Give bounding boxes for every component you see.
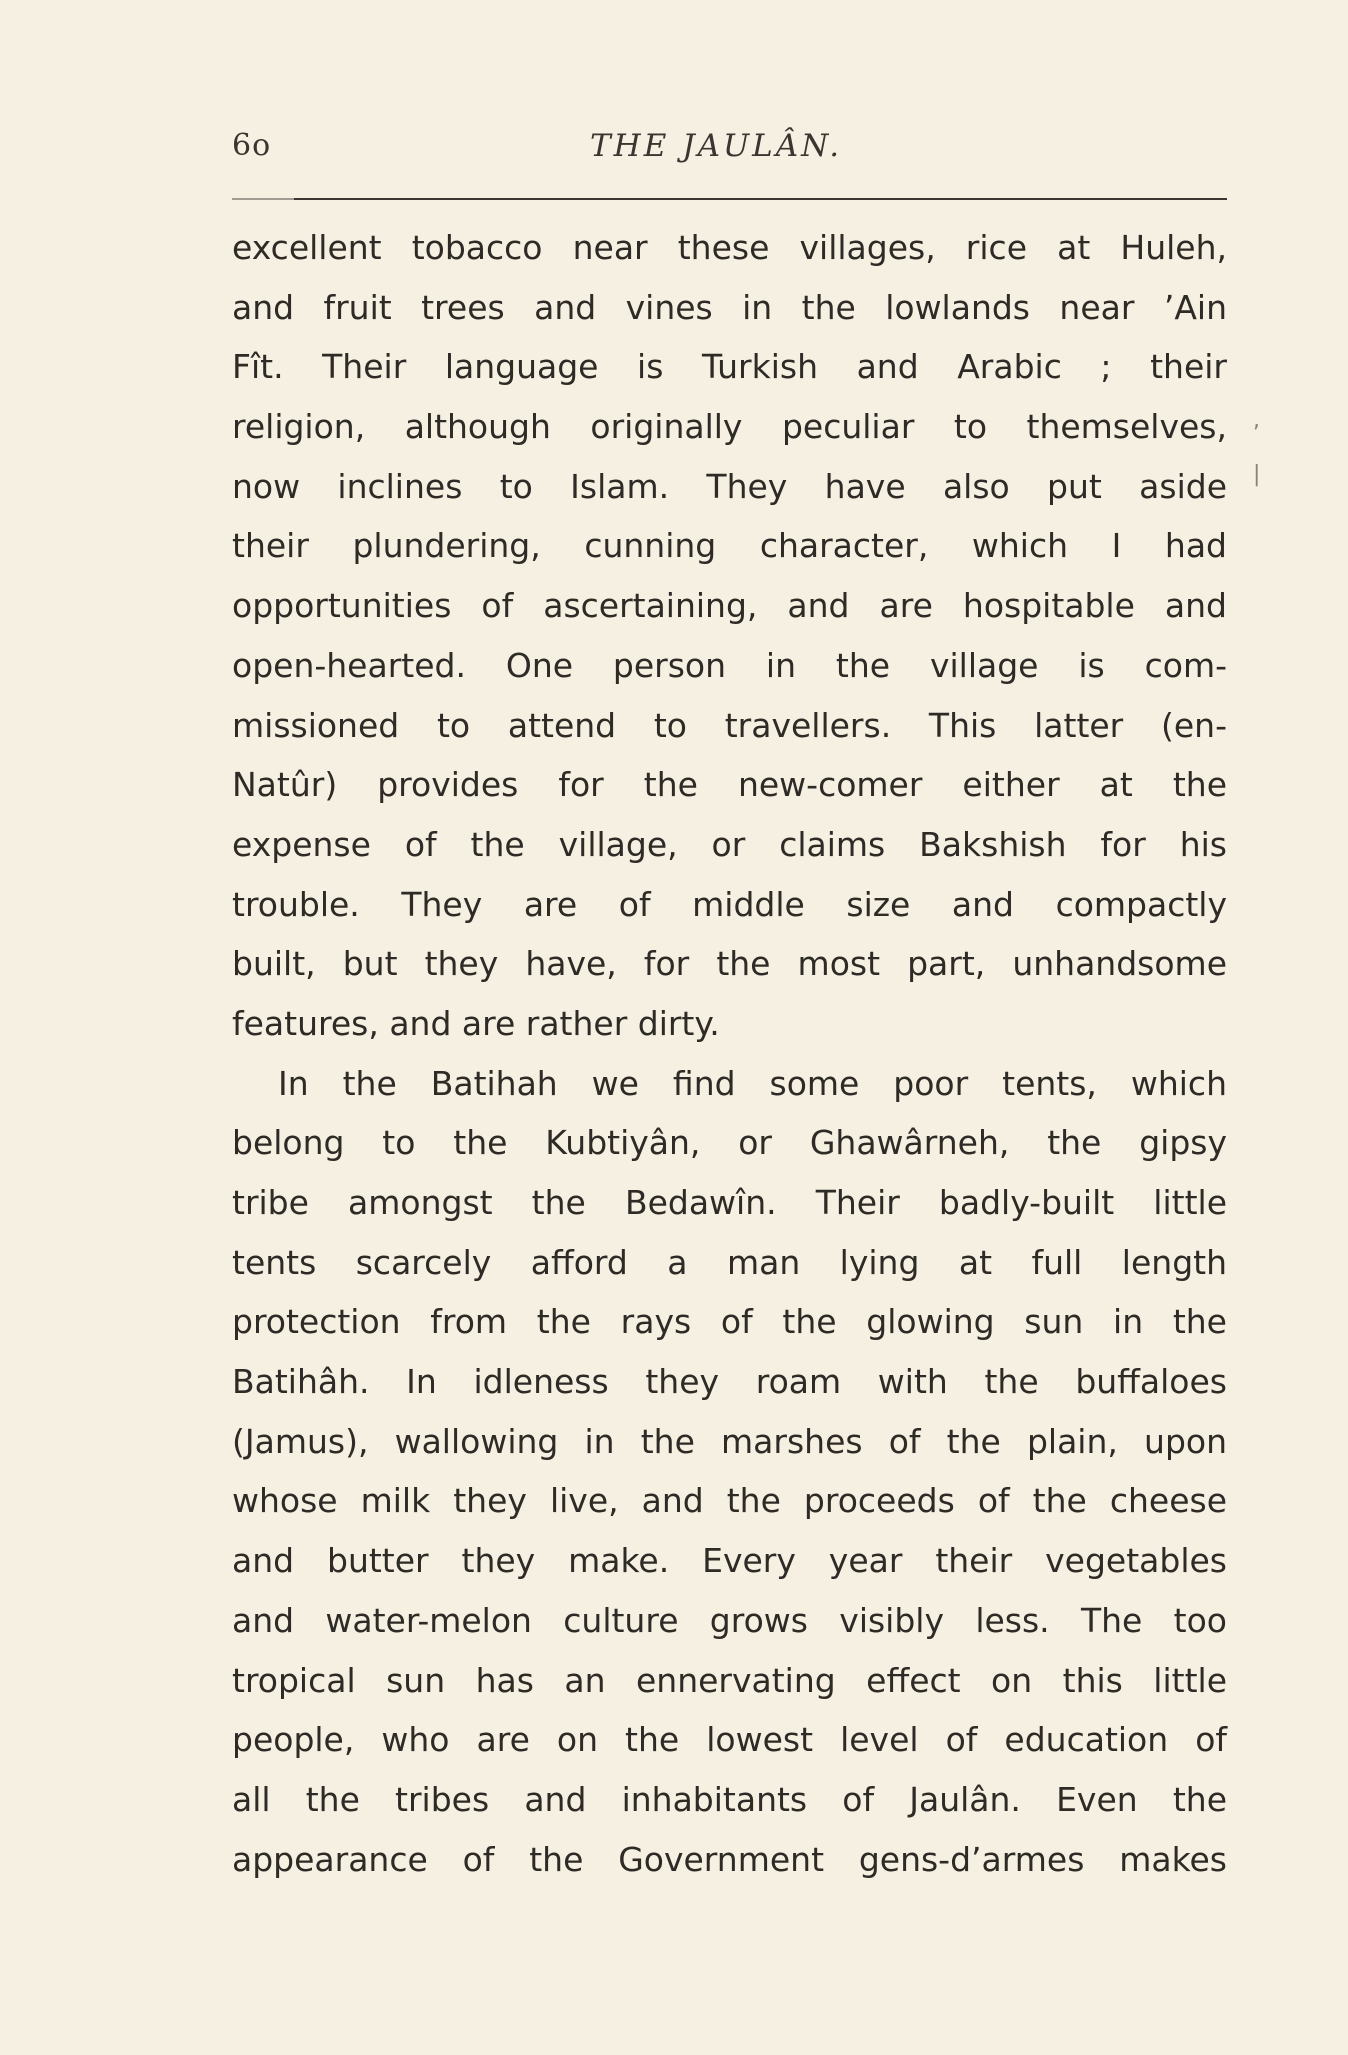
margin-mark: , <box>1253 408 1260 433</box>
text-line: tribe amongst the Bedawîn. Their badly-built little <box>232 1183 1227 1222</box>
text-line: all the tribes and inhabitants of Jaulân. Even the <box>232 1779 1227 1819</box>
header-rule <box>232 198 1227 200</box>
text-line: missioned to attend to travellers. This latter (en- <box>232 705 1227 745</box>
text-line: In the Batihah we find some poor tents, which <box>278 1063 1227 1103</box>
text-line: excellent tobacco near these villages, rice at Huleh, <box>232 228 1227 267</box>
margin-mark: | <box>1253 462 1261 487</box>
text-line: expense of the village, or claims Bakshish for his <box>232 824 1227 864</box>
text-line: tropical sun has an ennervating effect on this little <box>232 1660 1227 1700</box>
page-number: 6o <box>232 128 272 163</box>
text-line: tents scarcely afford a man lying at full length <box>232 1242 1227 1282</box>
text-line: Natûr) provides for the new-comer either at the <box>232 765 1227 805</box>
text-line: religion, although originally peculiar to themselves, <box>232 407 1227 447</box>
text-line: Batihâh. In idleness they roam with the buffaloes <box>232 1362 1227 1402</box>
text-line: features, and are rather dirty. <box>232 1003 720 1043</box>
text-line: protection from the rays of the glowing sun in the <box>232 1302 1227 1342</box>
text-line: appearance of the Government gens-d’armes makes <box>232 1839 1227 1879</box>
text-line: now inclines to Islam. They have also put aside <box>232 466 1227 506</box>
page-header <box>232 128 1227 178</box>
text-line: and water-melon culture grows visibly less. The too <box>232 1600 1227 1640</box>
text-line: trouble. They are of middle size and compactly <box>232 884 1227 924</box>
header-rule-fade <box>232 198 294 200</box>
running-title: THE JAULÂN. <box>590 128 843 164</box>
body-text <box>232 218 1227 1889</box>
text-line: people, who are on the lowest level of education of <box>232 1720 1227 1760</box>
text-line: opportunities of ascertaining, and are hospitable and <box>232 586 1227 626</box>
text-line: whose milk they live, and the proceeds of the cheese <box>232 1481 1227 1521</box>
text-line: and fruit trees and vines in the lowlands near ’Ain <box>232 287 1227 327</box>
text-line: and butter they make. Every year their vegetables <box>232 1541 1227 1581</box>
text-line: built, but they have, for the most part, unhandsome <box>232 944 1227 984</box>
text-line: their plundering, cunning character, which I had <box>232 526 1227 566</box>
text-line: Fît. Their language is Turkish and Arabic ; their <box>232 347 1227 387</box>
text-line: belong to the Kubtiyân, or Ghawârneh, the gipsy <box>232 1123 1227 1163</box>
text-line: (Jamus), wallowing in the marshes of the plain, upon <box>232 1421 1227 1461</box>
text-line: open-hearted. One person in the village is com- <box>232 645 1227 685</box>
